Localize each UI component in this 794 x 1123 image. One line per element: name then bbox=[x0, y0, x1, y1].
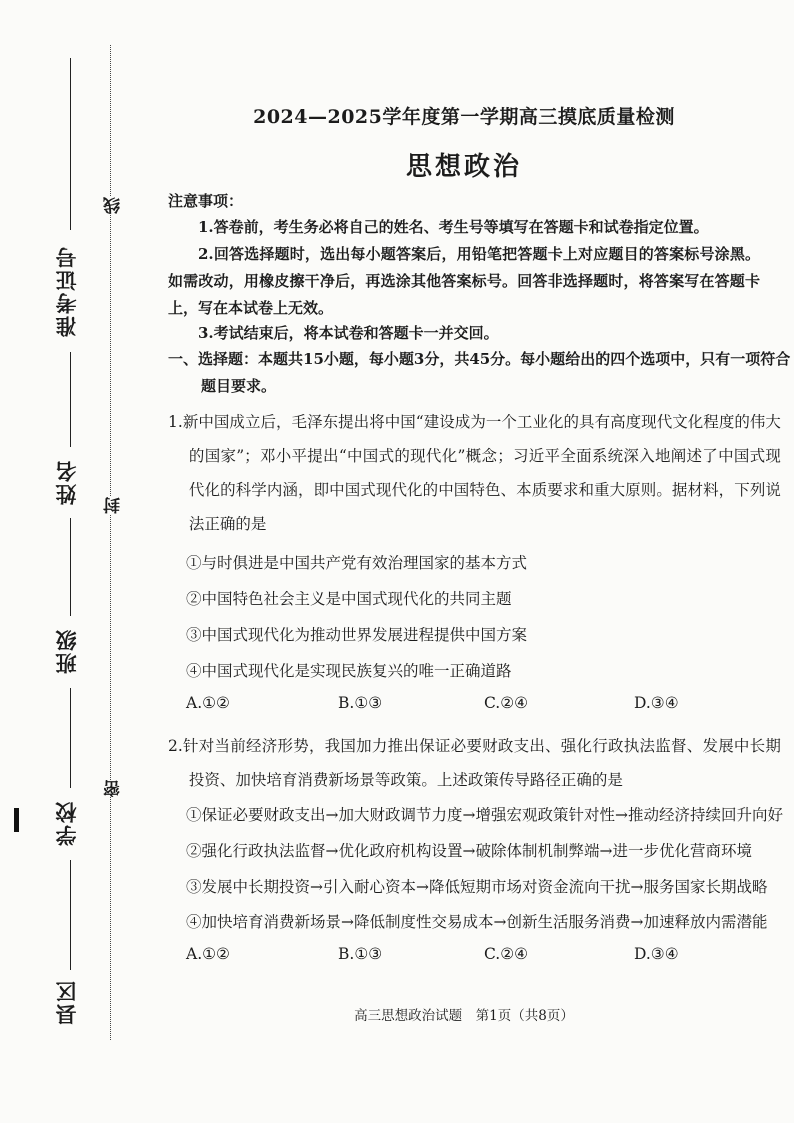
county-line bbox=[70, 860, 71, 970]
question-2-statement-4: ④加快培育消费新场景→降低制度性交易成本→创新生活服务消费→加速释放内需潜能 bbox=[186, 913, 768, 931]
question-1-choice-b[interactable]: B.①③ bbox=[338, 694, 383, 712]
notice-item-3: 3.考试结束后，将本试卷和答题卡一并交回。 bbox=[198, 324, 499, 342]
question-1-statement-2: ②中国特色社会主义是中国式现代化的共同主题 bbox=[186, 590, 512, 608]
question-1-statement-4: ④中国式现代化是实现民族复兴的唯一正确道路 bbox=[186, 662, 512, 680]
notice-heading: 注意事项： bbox=[168, 192, 244, 210]
seal-dotted-line bbox=[110, 45, 111, 1040]
county-label: 县区 bbox=[55, 979, 79, 1025]
question-1-choice-a[interactable]: A.①② bbox=[186, 694, 230, 712]
scan-mark bbox=[14, 808, 19, 832]
question-2-choice-b[interactable]: B.①③ bbox=[338, 945, 383, 963]
question-1-choice-d[interactable]: D.③④ bbox=[634, 694, 679, 712]
admission-number-label: 准考证号 bbox=[55, 245, 79, 337]
question-1-choices bbox=[186, 694, 766, 718]
page-footer: 高三思想政治试题 第1页（共8页） bbox=[354, 1008, 574, 1024]
name-label: 姓名 bbox=[55, 459, 79, 505]
question-2-statement-1: ①保证必要财政支出→加大财政调节力度→增强宏观政策针对性→推动经济持续回升向好 bbox=[186, 806, 783, 824]
question-2-choice-c[interactable]: C.②④ bbox=[484, 945, 529, 963]
notice-item-2: 2.回答选择题时，选出每小题答案后，用铅笔把答题卡上对应题目的答案标号涂黑。如需改动，用橡皮擦干净后，再选涂其他答案标号。回答非选择题时，将答案写在答题卡上，写在本试卷上无效。 bbox=[168, 245, 760, 317]
question-1-choice-c[interactable]: C.②④ bbox=[484, 694, 529, 712]
question-2-choice-a[interactable]: A.①② bbox=[186, 945, 230, 963]
binding-margin bbox=[0, 0, 130, 1123]
seal-char-feng: 封 bbox=[101, 497, 121, 514]
question-1-stem: 1.新中国成立后，毛泽东提出将中国“建设成为一个工业化的具有高度现代文化程度的伟大的国家”；邓小平提出“中国式的现代化”概念；习近平全面系统深入地阐述了中国式现代化的科学内涵，即中国式现代化的中国特色、本质要求和重大原则。据材料，下列说法正确的是 bbox=[168, 413, 781, 533]
question-1-statement-1: ①与时俱进是中国共产党有效治理国家的基本方式 bbox=[186, 554, 528, 572]
school-label: 学校 bbox=[55, 800, 79, 846]
question-2-statement-3: ③发展中长期投资→引入耐心资本→降低短期市场对资金流向干扰→服务国家长期战略 bbox=[186, 878, 768, 896]
question-2-stem: 2.针对当前经济形势，我国加力推出保证必要财政支出、强化行政执法监督、发展中长期投资、加快培育消费新场景等政策。上述政策传导路径正确的是 bbox=[168, 737, 781, 789]
class-label: 班级 bbox=[55, 628, 79, 674]
seal-char-mi: 密 bbox=[101, 780, 121, 797]
question-2-choices bbox=[186, 945, 766, 969]
exam-title: 2024—2025学年度第一学期高三摸底质量检测 bbox=[253, 106, 675, 128]
question-1-statement-3: ③中国式现代化为推动世界发展进程提供中国方案 bbox=[186, 626, 528, 644]
section-heading: 一、选择题：本题共15小题，每小题3分，共45分。每小题给出的四个选项中，只有一项符合题目要求。 bbox=[168, 350, 791, 395]
class-line bbox=[70, 518, 71, 616]
notice-item-1: 1.答卷前，考生务必将自己的姓名、考生号等填写在答题卡和试卷指定位置。 bbox=[198, 218, 709, 236]
name-line bbox=[70, 352, 71, 447]
question-2-choice-d[interactable]: D.③④ bbox=[634, 945, 679, 963]
subject-title: 思想政治 bbox=[405, 152, 522, 182]
admission-number-line bbox=[70, 58, 71, 230]
question-2-statement-2: ②强化行政执法监督→优化政府机构设置→破除体制机制弊端→进一步优化营商环境 bbox=[186, 842, 752, 860]
school-line bbox=[70, 688, 71, 788]
seal-char-xian: 线 bbox=[101, 197, 121, 214]
